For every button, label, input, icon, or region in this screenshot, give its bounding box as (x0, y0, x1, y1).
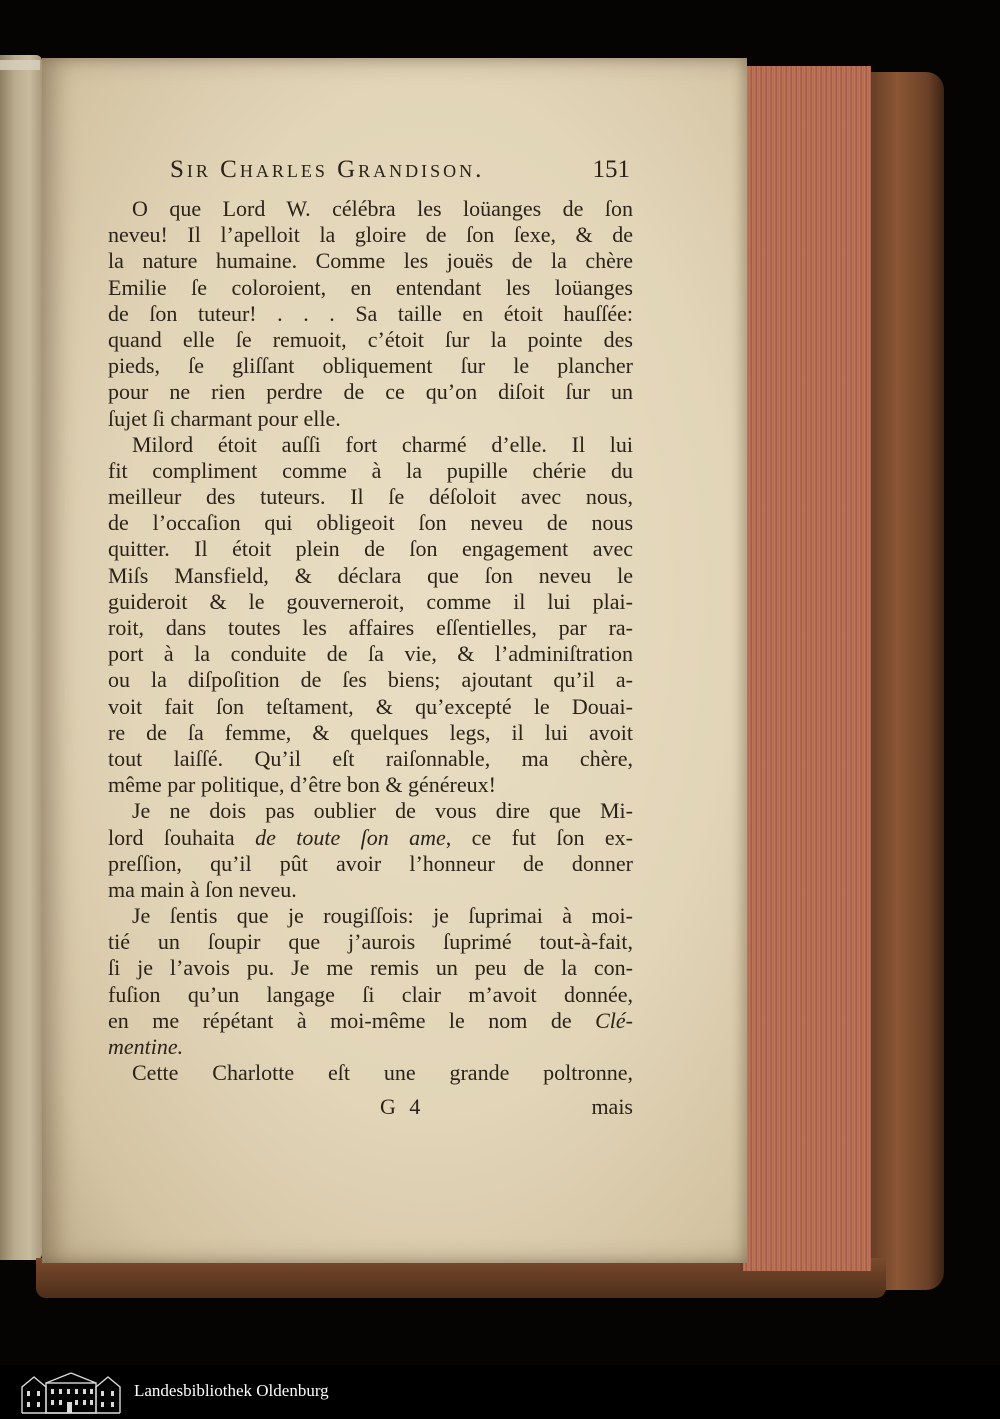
library-name: Landesbibliothek Oldenburg (134, 1381, 329, 1400)
text-line: ma main à ſon neveu. (108, 876, 297, 902)
text-line: Je ne dois pas oublier de vous dire que Mi- (132, 798, 633, 824)
text-line: guideroit & le gouverneroit, comme il lui plai- (108, 588, 633, 614)
text-segment: lord ſouhaita (108, 824, 256, 850)
text-line: neveu! Il l’apelloit la gloire de ſon ſexe, & de (108, 222, 633, 248)
text-line: meilleur des tuteurs. Il ſe déſoloit avec nous, (108, 484, 633, 510)
text-line: ſujet ſi charmant pour elle. (108, 405, 341, 431)
left-page-binding (0, 60, 40, 70)
text-line: quitter. Il étoit plein de ſon engagement avec (108, 536, 633, 562)
text-line: ou la diſpoſition de ſes biens; ajoutant qu’il a- (108, 667, 633, 693)
italic-text: de toute ſon ame (255, 824, 446, 850)
page-fore-edge (740, 66, 871, 1271)
library-footer-bar (0, 1365, 1000, 1419)
text-line: fuſion qu’un langage ſi clair m’avoit donnée, (108, 981, 633, 1007)
text-line: voit fait ſon teſtament, & qu’excepté le Douai- (108, 693, 633, 719)
page-footer (108, 1094, 633, 1124)
text-line: Je ſentis que je rougiſſois: je ſuprimai à moi- (132, 903, 633, 929)
text-line: preſſion, qu’il pût avoir l’honneur de donner (108, 850, 633, 876)
left-page-edge (0, 55, 42, 1260)
text-line: roit, dans toutes les affaires eſſentielles, par ra- (108, 615, 633, 640)
text-line: quand elle ſe remuoit, c’étoit ſur la pointe des (108, 326, 633, 352)
italic-text: Clé- (595, 1007, 633, 1033)
text-line: Miſs Mansfield, & déclara que ſon neveu le (108, 562, 633, 588)
catchword: mais (591, 1094, 633, 1119)
text-line: Milord étoit auſſi fort charmé d’elle. Il lui (132, 431, 633, 457)
signature-mark: G 4 (380, 1094, 425, 1119)
text-segment: , ce fut ſon ex- (445, 824, 634, 850)
text-line: pieds, ſe gliſſant obliquement ſur le plancher (108, 353, 633, 379)
text-line: fit compliment comme à la pupille chérie du (108, 457, 633, 483)
text-line: ſi je l’avois pu. Je me remis un peu de la con- (108, 955, 633, 981)
running-title: Sir Charles Grandison. (170, 156, 485, 183)
page-number: 151 (592, 156, 630, 183)
page-header (170, 152, 630, 192)
text-line: port à la conduite de ſa vie, & l’adminiſtration (108, 641, 633, 667)
text-line: la nature humaine. Comme les jouës de la chère (108, 248, 633, 274)
text-line (108, 1034, 633, 1060)
text-line: de ſon tuteur! . . . Sa taille en étoit hauſſée: (108, 300, 633, 326)
text-line: tié un ſoupir que j’aurois ſuprimé tout-à-fait, (108, 929, 633, 955)
text-line: O que Lord W. célébra les loüanges de ſon (132, 196, 633, 221)
text-line (108, 1008, 633, 1034)
text-line: re de ſa femme, & quelques legs, il lui avoit (108, 719, 633, 745)
text-line: même par politique, d’être bon & généreux! (108, 772, 496, 798)
text-segment: en me répétant à moi-même le nom de (108, 1007, 596, 1033)
text-line: tout laiſſé. Qu’il eſt raiſonnable, ma chère, (108, 745, 633, 771)
text-line: pour ne rien perdre de ce qu’on diſoit ſur un (108, 379, 633, 405)
book-cover-right (866, 72, 944, 1290)
library-building-icon (20, 1371, 122, 1415)
text-line (108, 825, 633, 851)
italic-text: mentine. (108, 1034, 184, 1059)
page-body-text (108, 196, 633, 1086)
text-line: Emilie ſe coloroient, en entendant les loüanges (108, 274, 633, 300)
text-line: Cette Charlotte eſt une grande poltronne, (132, 1060, 633, 1086)
text-line: de l’occaſion qui obligeoit ſon neveu de nous (108, 510, 633, 536)
